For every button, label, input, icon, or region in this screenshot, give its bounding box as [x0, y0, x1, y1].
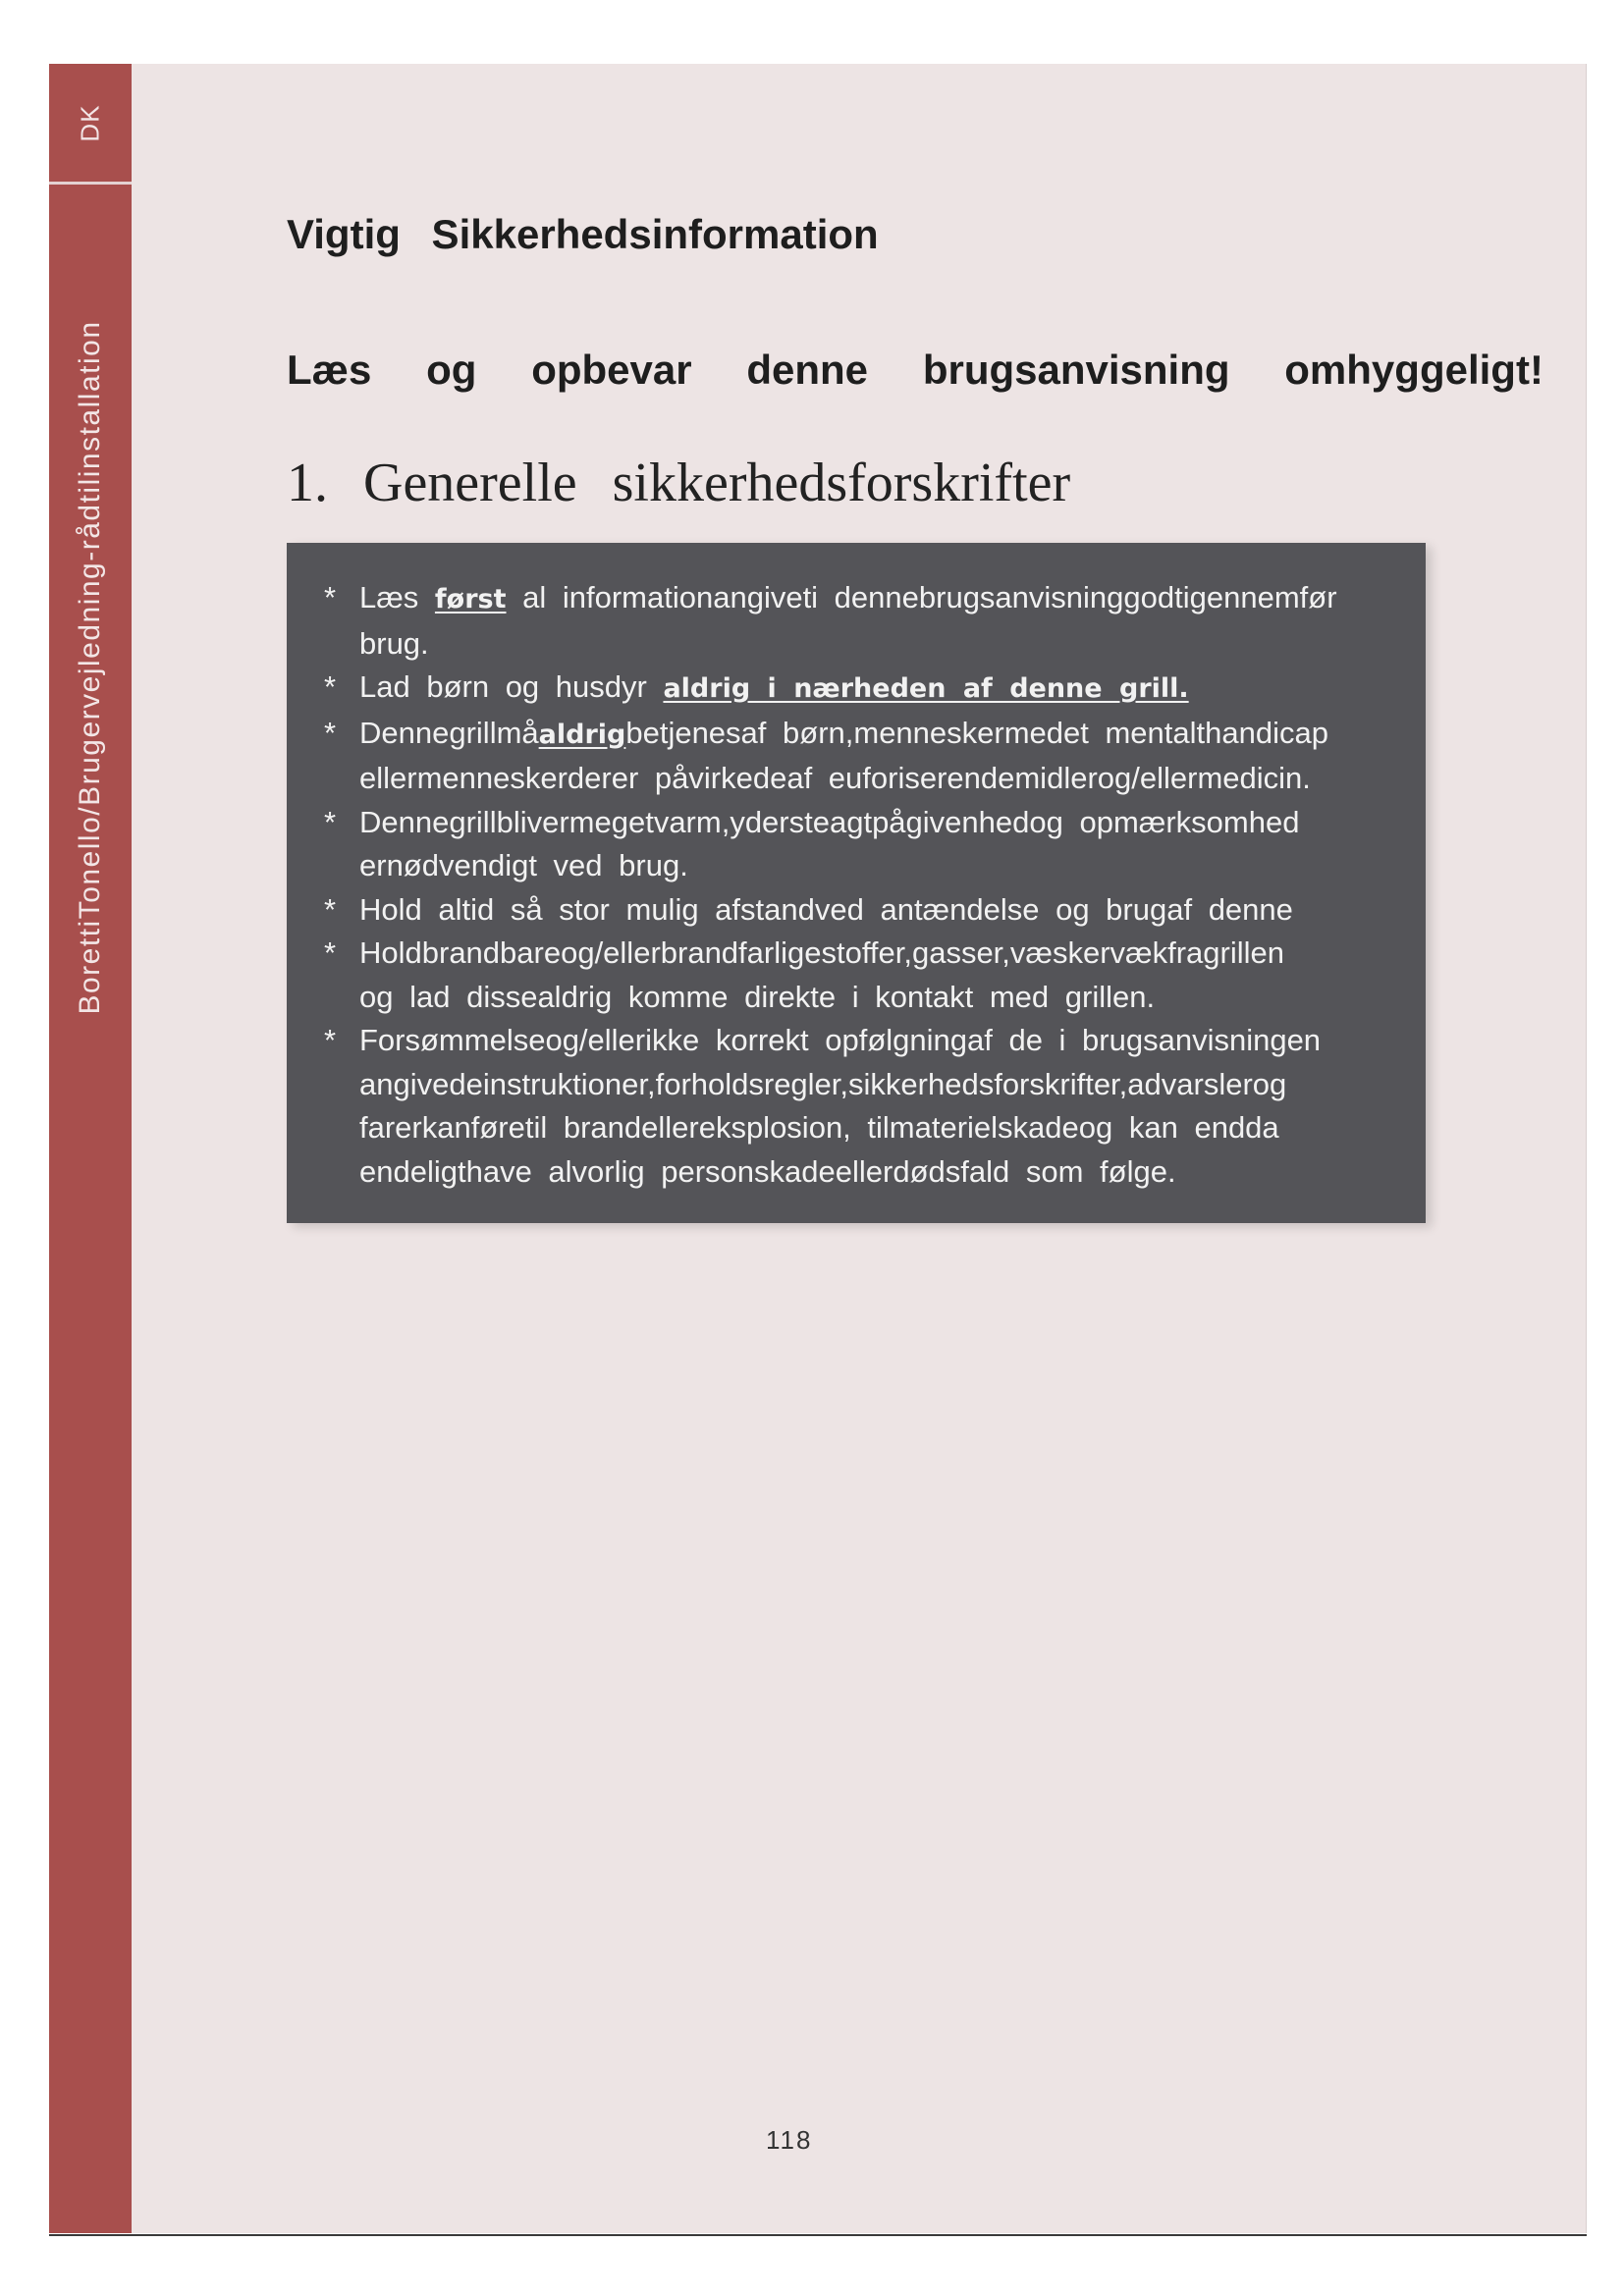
subtitle-word: omhyggeligt!: [1284, 347, 1543, 393]
subtitle-word: denne: [746, 347, 869, 393]
language-label: DK: [75, 103, 105, 142]
language-label-container: [49, 64, 132, 182]
list-item-line: [359, 712, 1426, 758]
list-item-line: endeligthave alvorlig personskadeellerdødsfald som følge.: [359, 1153, 1176, 1189]
list-item-line: [359, 666, 1426, 712]
list-item-line: * Holdbrandbareog/ellerbrandfarligestoffer,gasser,væskervækfragrillen: [359, 935, 1284, 970]
list-item: [324, 801, 1426, 888]
sidebar-divider: [49, 182, 132, 185]
footer-rule: [49, 2234, 1587, 2236]
sidebar-vertical-title: BorettiTonello/Brugervejledning-rådtilinstallation: [74, 320, 106, 1015]
emphasis-text: først: [434, 584, 507, 614]
page-subtitle: [287, 347, 1543, 394]
emphasis-text: aldrig i nærheden af denne grill.: [663, 673, 1189, 704]
list-item-line: * Dennegrillblivermegetvarm,ydersteagtpågivenhedog opmærksomhed: [359, 804, 1300, 839]
list-item: [324, 666, 1426, 712]
list-item-line: brug.: [359, 625, 429, 661]
page-title: Vigtig Sikkerhedsinformation: [287, 211, 879, 257]
list-item: [324, 1019, 1426, 1194]
list-item: [324, 932, 1426, 1019]
safety-notice-box: [287, 543, 1426, 1223]
document-page: [49, 64, 1587, 2233]
subtitle-word: opbevar: [531, 347, 692, 393]
list-item-line: ellermenneskerderer påvirkedeaf euforiserendemidlerog/ellermedicin.: [359, 761, 1311, 795]
subtitle-word: og: [426, 347, 477, 393]
list-item-text: Læs: [359, 580, 435, 614]
list-item-text: betjenesaf børn,menneskermedet mentalthandicap: [625, 715, 1328, 750]
list-item-text: Dennegrillmå: [359, 715, 539, 750]
list-item-line: * Forsømmelseog/ellerikke korrekt opfølgningaf de i brugsanvisningen: [359, 1023, 1322, 1057]
subtitle-word: brugsanvisning: [922, 347, 1230, 393]
list-item: [324, 576, 1426, 666]
list-item-line: * Hold altid så stor mulig afstandved antændelse og brugaf denne: [359, 891, 1293, 927]
safety-list: [287, 543, 1426, 1194]
list-item-line: [359, 576, 1426, 622]
list-item-line: og lad dissealdrig komme direkte i kontakt med grillen.: [359, 979, 1156, 1014]
list-item-line: farerkanføretil brandellereksplosion, tilmaterielskadeog kan endda: [359, 1110, 1279, 1145]
list-item: [324, 712, 1426, 801]
emphasis-text: aldrig: [538, 719, 626, 750]
list-item-text: al informationangiveti dennebrugsanvisninggodtigennemfør: [506, 580, 1337, 614]
list-item-text: Lad børn og husdyr: [359, 669, 664, 704]
sidebar-tab: [49, 64, 132, 2233]
list-item-line: ernødvendigt ved brug.: [359, 848, 688, 882]
list-item-line: angivedeinstruktioner,forholdsregler,sikkerhedsforskrifter,advarslerog: [359, 1066, 1287, 1101]
list-item: [324, 888, 1426, 933]
subtitle-word: Læs: [287, 347, 372, 393]
page-number: 118: [766, 2125, 813, 2155]
section-title: 1. Generelle sikkerhedsforskrifter: [287, 453, 1071, 513]
